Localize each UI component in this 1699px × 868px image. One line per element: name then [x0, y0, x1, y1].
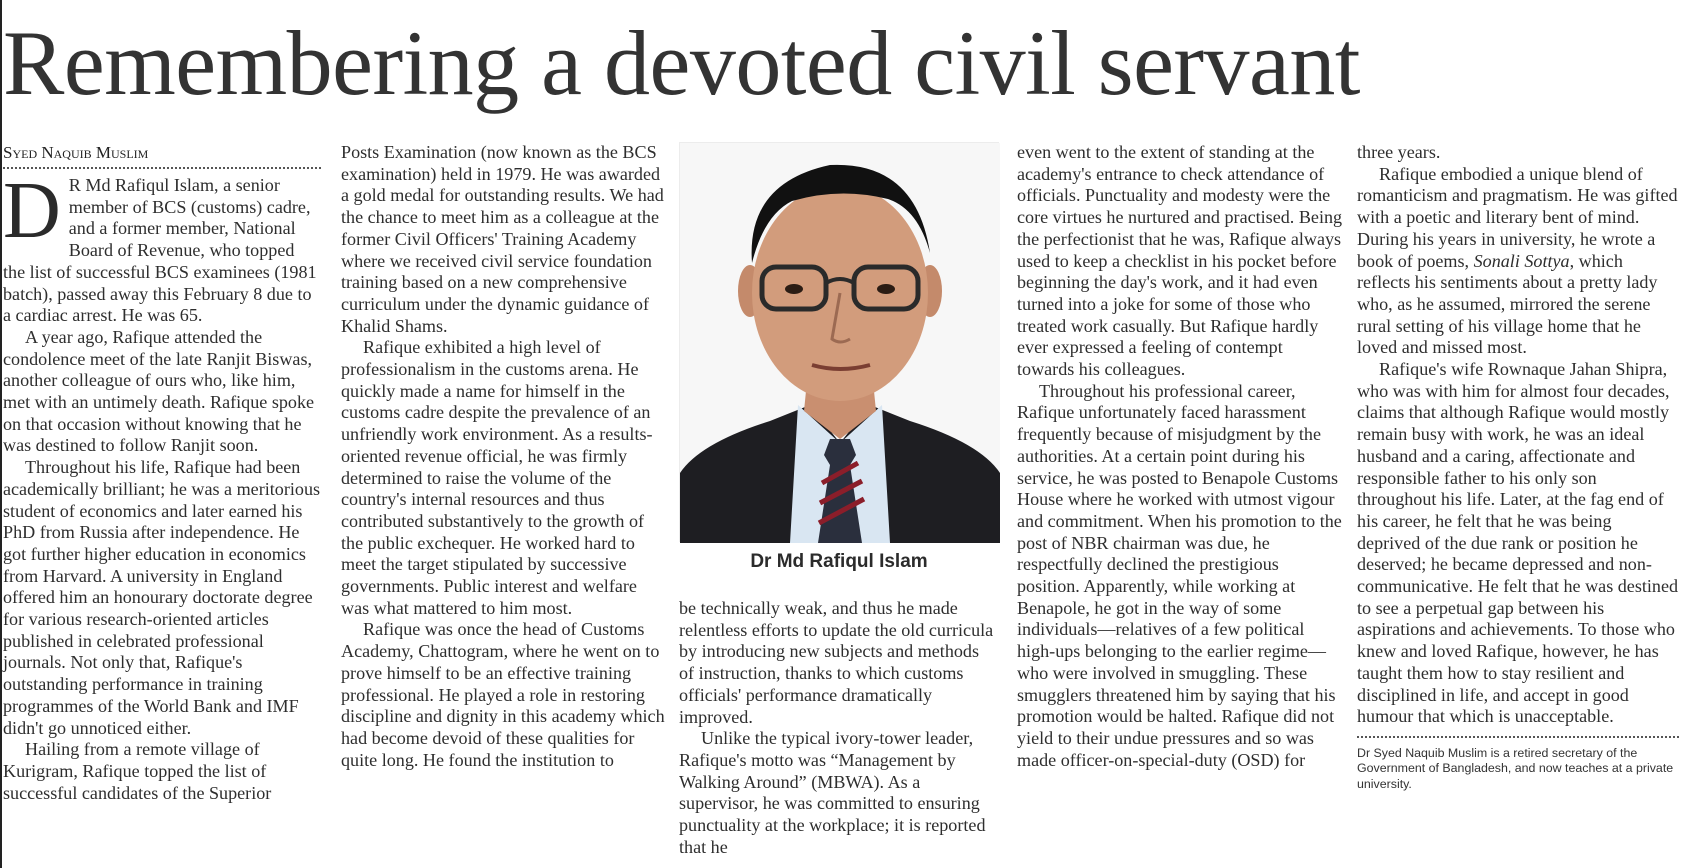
paragraph: Throughout his professional career, Rafique unfortunately faced harassment frequently because of misjudgment by the authorities. At a certain point during his service, he was posted to Benapole Customs House where he worked with utmost vigour and commitment. When his promotion to the post of NBR chairman was due, he respectfully declined the prestigious position. Apparently, while working at Benapole, he got in the way of some individuals—relatives of a few political high-ups belonging to the earlier regime—who were involved in smuggling. These smugglers threatened him by saying that his promotion would be halted. Rafique did not yield to their undue pressures and so was made officer-on-special-duty (OSD) for	[1017, 380, 1342, 770]
paragraph: even went to the extent of standing at the academy's entrance to check attendance of officials. Punctuality and modesty were the core virtues he nurtured and practised. Being the perfectionist that he was, Rafique always used to keep a checklist in his pocket before beginning the day's work, and it had even turned into a joke for some of those who treated work casually. But Rafique hardly ever expressed a feeling of contempt towards his colleagues.	[1017, 142, 1343, 380]
photo-caption: Dr Md Rafiqul Islam	[750, 551, 928, 572]
portrait-illustration	[680, 143, 1000, 543]
paragraph: Throughout his life, Rafique had been academically brilliant; he was a meritorious student of economics and later earned his PhD from Russia after independence. He got further higher education in economics from Harvard. A university in England offered him an honourary doctorate degree for various research-oriented articles published in celebrated professional journals. Not only that, Rafique's outstanding performance in training programmes of the World Bank and IMF didn't go unnoticed either.	[3, 457, 321, 738]
paragraph: Rafique exhibited a high level of professionalism in the customs arena. He quickly made a name for himself in the customs cadre despite the prevalence of an unfriendly work environment. As a results-oriented revenue official, he was firmly determined to raise the volume of the country's internal resources and thus contributed substantively to the growth of the public exchequer. He worked hard to meet the target stipulated by successive governments. Public interest and welfare was what mattered to him most.	[341, 337, 653, 618]
paragraph: Posts Examination (now known as the BCS examination) held in 1979. He was awarded a gold medal for outstanding results. We had the chance to meet him as a colleague at the former Civil Officers' Training Academy where we received civil service foundation training based on a new comprehensive curriculum under the dynamic guidance of Khalid Shams.	[341, 142, 664, 336]
lead-paragraph-text: R Md Rafiqul Islam, a senior member of BCS (customs) cadre, and a former member, National Board of Revenue, who topped the list of successful BCS examinees (1981 batch), passed away this February 8 due to a cardiac arrest. He was 65.	[3, 175, 317, 326]
author-bio: Dr Syed Naquib Muslim is a retired secretary of the Government of Bangladesh, and now teaches at a private university.	[1357, 745, 1674, 791]
drop-cap: D	[3, 167, 61, 255]
paragraph: A year ago, Rafique attended the condolence meet of the late Ranjit Biswas, another colleague of ours who, like him, met with an untimely death. Rafique spoke on that occasion without knowing that he was destined to follow Ranjit soon.	[3, 326, 315, 456]
paragraph: three years.	[1357, 142, 1441, 162]
paragraph-text: Rafique embodied a unique blend of romanticism and pragmatism. He was gifted with a poetic and literary bent of mind. During his years in university, he wrote a book of poems,	[1357, 163, 1678, 271]
article-column-4	[1017, 142, 1343, 771]
paragraph-text: , which reflects his sentiments about a pretty lady who, as he assumed, mirrored the serene rural setting of his village home that he loved and missed most.	[1357, 250, 1658, 358]
article-column-3	[679, 598, 997, 858]
article-column-1	[3, 142, 321, 804]
article-column-2	[341, 142, 665, 771]
paragraph: Unlike the typical ivory-tower leader, Rafique's motto was “Management by Walking Around” (MBWA). As a supervisor, he was committed to ensuring punctuality at the workplace; it is reported that he	[679, 728, 986, 857]
end-divider	[1357, 736, 1679, 738]
byline: Syed Naquib Muslim	[3, 142, 321, 169]
article-column-5	[1357, 142, 1679, 792]
paragraph: Rafique was once the head of Customs Academy, Chattogram, where he went on to prove himself to be an effective training professional. He played a role in restoring discipline and dignity in this academy which had become devoid of these qualities for quite long. He found the institution to	[341, 619, 665, 770]
book-title: Sonali Sottya	[1473, 250, 1570, 271]
portrait-photo	[679, 142, 999, 542]
paragraph: be technically weak, and thus he made relentless efforts to update the old curricula by introducing new subjects and methods of instruction, thanks to which customs officials' performance dramatically improved.	[679, 598, 994, 727]
lead-paragraph	[3, 167, 321, 327]
paragraph: Rafique's wife Rownaque Jahan Shipra, who was with him for almost four decades, claims that although Rafique would mostly remain busy with work, he was an ideal husband and a caring, affectionate and responsible father to his only son throughout his life. Later, at the fag end of his career, he felt that he was being deprived of the due rank or position he deserved; he became depressed and non-communicative. He felt that he was destined to see a perpetual gap between his aspirations and achievements. To those who knew and loved Rafique, however, he has taught them how to stay resilient and disciplined in life, and accept in good humour that which is unacceptable.	[1357, 359, 1679, 727]
left-border-rule	[0, 0, 2, 868]
headline: Remembering a devoted civil servant	[3, 12, 1360, 114]
paragraph	[1357, 164, 1679, 359]
paragraph: Hailing from a remote village of Kurigram, Rafique topped the list of successful candidates of the Superior	[3, 739, 272, 803]
